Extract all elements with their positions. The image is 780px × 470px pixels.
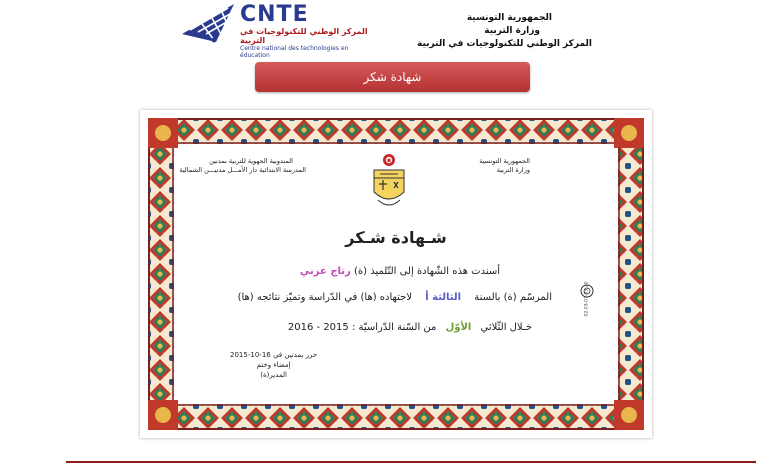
footer-divider: [66, 461, 756, 463]
issue-date: حرر بمدنين في 16-10-2015: [230, 351, 318, 359]
logo-french-name: Centre national des technologies en éducation: [240, 45, 349, 59]
school-admin-block: [179, 157, 306, 175]
stamp-seal: [580, 250, 594, 317]
student-name: رتاج عزني: [299, 266, 351, 277]
school-name: المدرسة الابتدائية دار الأمـــل مدنيـــن الشمالية: [179, 166, 306, 174]
header-ministry: وزارة التربية: [484, 26, 540, 36]
republic-admin-block: [479, 157, 530, 175]
header-center: المركز الوطني للتكنولوجيات في التربية: [417, 39, 592, 49]
class-suffix: لاجتهاده (ها) في الدّراسة وتميّز نتائجه (ها): [237, 292, 413, 303]
header-republic: الجمهورية التونسية: [466, 13, 552, 23]
header-institution: [372, 12, 592, 51]
stamp-code: 02-03-07-05-20: [584, 281, 590, 317]
trimester: الأوّل: [445, 322, 472, 333]
period-line: [288, 322, 532, 333]
school-year: من السّنة الدّراسيّة : 2015 - 2016: [287, 322, 437, 333]
cert-ministry: وزارة التربية: [496, 166, 530, 174]
award-text: أسندت هذه الشّهادة إلى التّلميذ (ة): [354, 266, 500, 277]
certificate-tab-label: شهادة شكر: [363, 70, 422, 84]
class-line: [238, 292, 552, 303]
certificate-card: [140, 110, 652, 438]
signature-block: [230, 350, 317, 380]
period-prefix: خـلال الثّلاثي: [480, 322, 532, 333]
cert-republic: الجمهورية التونسية: [479, 157, 530, 165]
signature-label: إمضاء وختم: [256, 361, 291, 369]
class-prefix: المرسّم (ة) بالسنة: [474, 292, 552, 303]
tunisia-emblem-icon: [368, 152, 410, 212]
logo-name: CNTE: [240, 2, 309, 27]
logo-arabic-name: المركز الوطني للتكنولوجيات في التربية: [240, 27, 368, 45]
cnte-logo-icon: [180, 0, 236, 44]
regional-directorate: المندوبية الجهوية للتربية بمدنين: [209, 157, 293, 165]
award-line: [300, 266, 500, 277]
class-level: الثالثة أ: [425, 292, 462, 303]
certificate-tab[interactable]: [255, 62, 530, 92]
seal-icon: [580, 284, 594, 298]
logo-text-block: [240, 2, 380, 59]
director-label: المدير(ة): [260, 371, 287, 379]
certificate-title: شـهادة شـكر: [345, 228, 447, 247]
